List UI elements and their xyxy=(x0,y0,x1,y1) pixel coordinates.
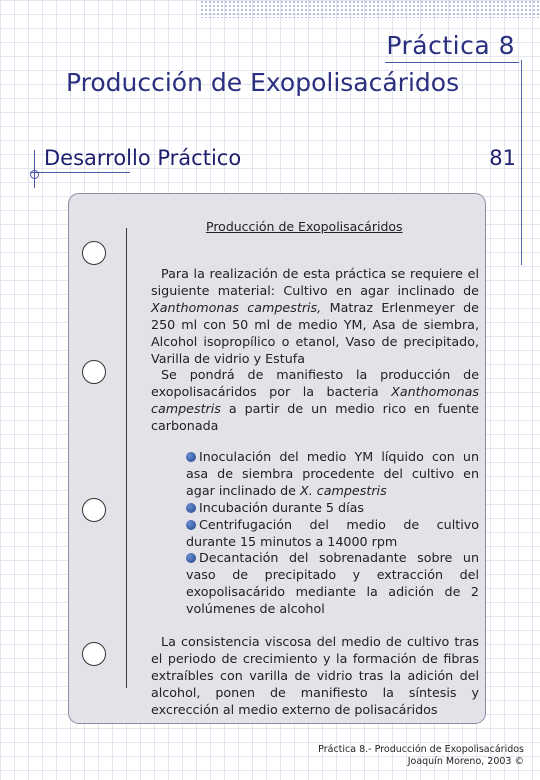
section-title: Desarrollo Práctico xyxy=(44,146,242,170)
binder-ring xyxy=(82,498,106,522)
footer xyxy=(318,744,524,768)
practice-number: Práctica 8 xyxy=(386,31,515,60)
binder-ring xyxy=(82,360,106,384)
bullet-icon xyxy=(186,520,196,530)
list-item: Inoculación del medio YM líquido con un asa de siembra procedente del cultivo en agar inclinado de X. campestris xyxy=(186,449,479,498)
section-marker xyxy=(34,150,35,188)
header-decoration xyxy=(200,0,540,18)
bullet-icon xyxy=(186,452,196,462)
card-heading: Producción de Exopolisacáridos xyxy=(206,219,403,234)
footer-author: Joaquín Moreno, 2003 © xyxy=(407,756,524,767)
section-underline xyxy=(30,172,130,173)
bullet-icon xyxy=(186,503,196,513)
bullet-icon xyxy=(186,553,196,563)
page-number: 81 xyxy=(489,146,516,170)
conclusion-paragraph: La consistencia viscosa del medio de cultivo tras el periodo de crecimiento y la formación de fibras extraíbles con varilla de vidrio tras la adición del alcohol, ponen de manifiesto la síntesis y excrección al medio externo de polisacáridos xyxy=(151,634,479,717)
page-title: Producción de Exopolisacáridos xyxy=(66,68,460,97)
card-margin-line xyxy=(126,228,127,688)
list-item: Decantación del sobrenadante sobre un vaso de precipitado y extracción del exopolisacárido mediante la adición de 2 volúmenes de alcohol xyxy=(186,550,479,617)
binder-ring xyxy=(82,241,106,265)
materials-paragraph: Para la realización de esta práctica se requiere el siguiente material: Cultivo en agar inclinado de Xanthomonas campestris, Matraz Erlenmeyer de 250 ml con 50 ml de medio YM, Asa de siembra, Alcohol isopropílico o etanol, Vaso de precipitado, Varilla de vidrio y Estufa xyxy=(151,266,479,366)
footer-title: Práctica 8.- Producción de Exopolisacáridos xyxy=(318,744,524,755)
margin-rule xyxy=(521,60,522,265)
list-item: Centrifugación del medio de cultivo durante 15 minutos a 14000 rpm xyxy=(186,516,479,549)
list-item: Incubación durante 5 días xyxy=(186,500,479,517)
practice-underline xyxy=(385,62,519,63)
binder-ring xyxy=(82,642,106,666)
objective-paragraph: Se pondrá de manifiesto la producción de exopolisacáridos por la bacteria Xanthomonas campestris a partir de un medio rico en fuente carbonada xyxy=(151,367,479,433)
procedure-list xyxy=(186,449,479,618)
